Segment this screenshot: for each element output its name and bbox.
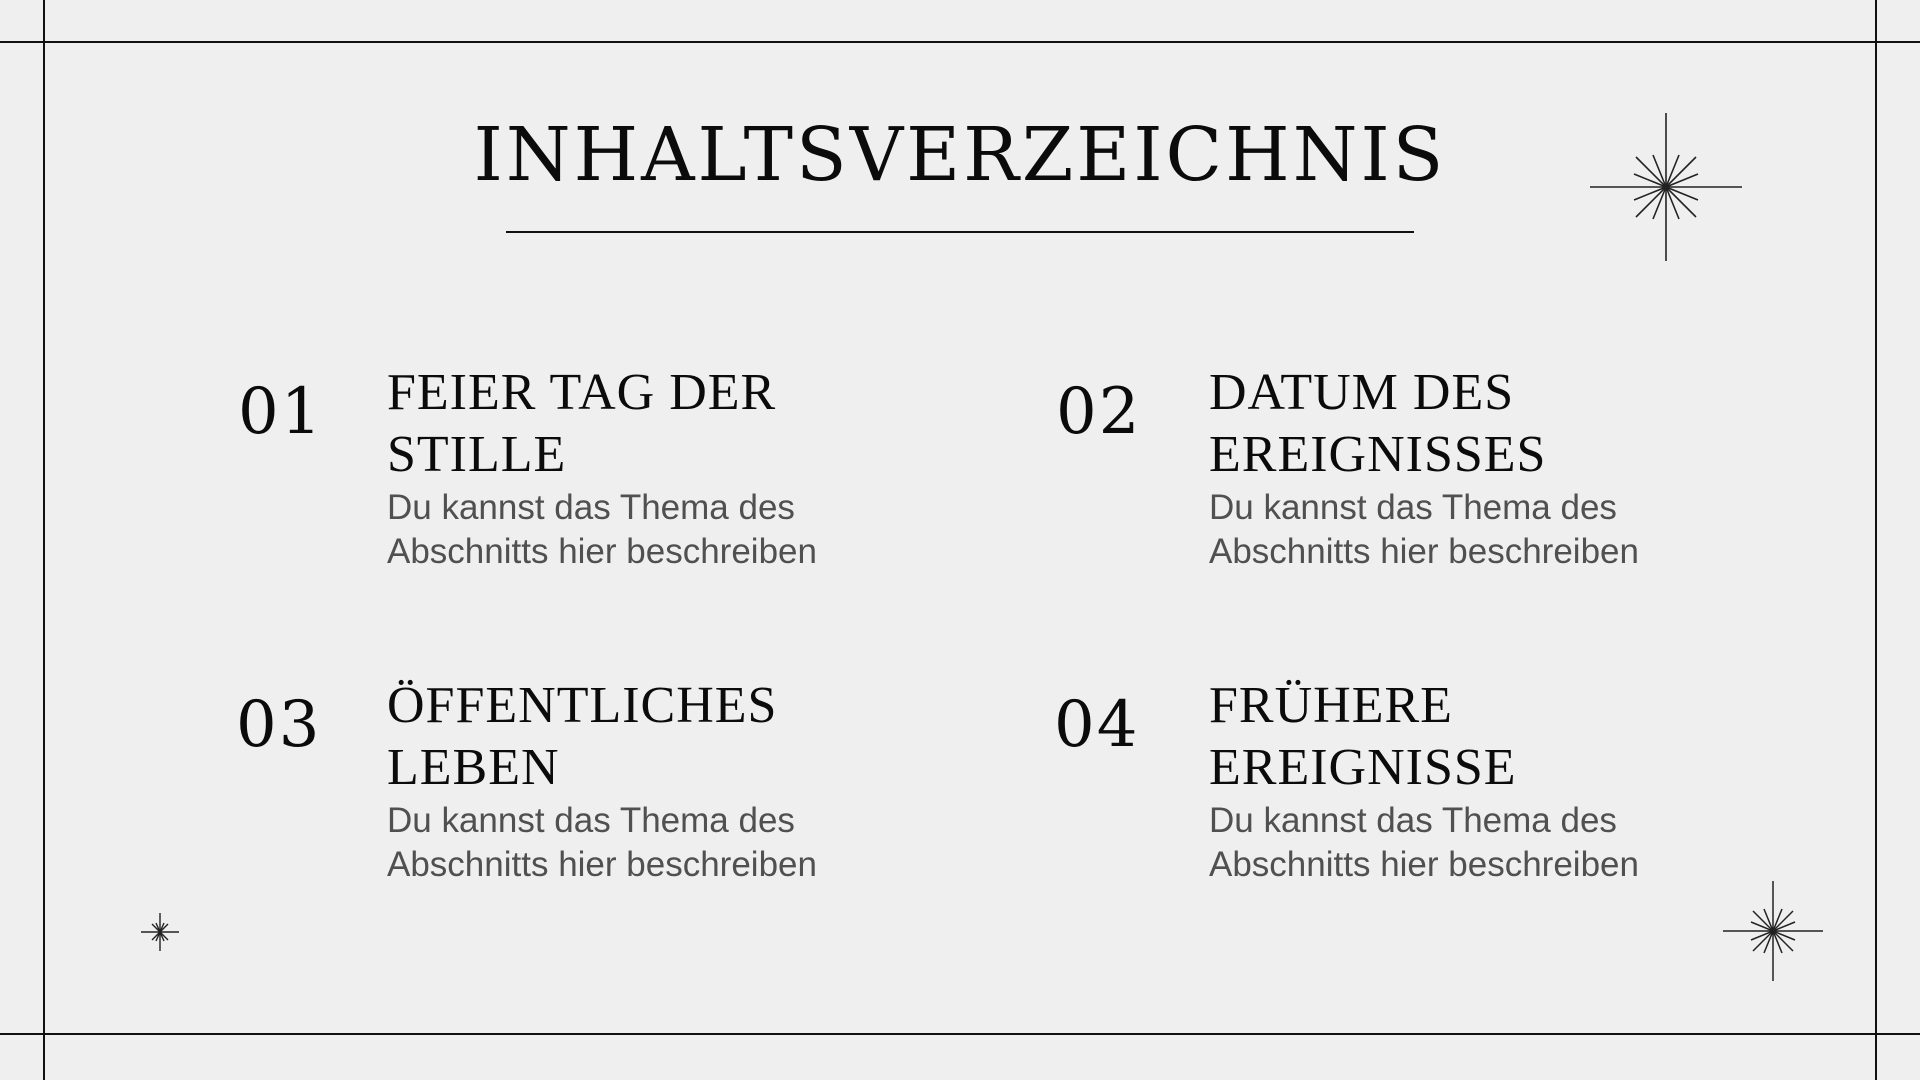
section-heading: DATUM DES EREIGNISSES [1209, 364, 1547, 483]
section-heading: ÖFFENTLICHES LEBEN [387, 677, 778, 796]
toc-item-01[interactable] [238, 362, 878, 602]
sparkle-medium-icon [1722, 880, 1824, 982]
frame-line-top [0, 41, 1920, 43]
frame-line-bottom [0, 1033, 1920, 1035]
sparkle-large-icon [1588, 112, 1744, 262]
page-title: INHALTSVERZEICHNIS [473, 112, 1447, 198]
section-description: Du kannst das Thema des Abschnitts hier beschreiben [1209, 801, 1639, 884]
toc-item-02[interactable] [1056, 362, 1696, 602]
toc-item-03[interactable] [236, 675, 876, 915]
section-number: 02 [1056, 375, 1142, 449]
section-heading: FEIER TAG DER STILLE [387, 364, 777, 483]
section-heading: FRÜHERE EREIGNISSE [1209, 677, 1517, 796]
section-description: Du kannst das Thema des Abschnitts hier beschreiben [1209, 488, 1639, 571]
section-number: 04 [1054, 688, 1140, 762]
section-number: 01 [238, 375, 324, 449]
section-number: 03 [236, 688, 322, 762]
toc-item-04[interactable] [1054, 675, 1694, 915]
section-description: Du kannst das Thema des Abschnitts hier beschreiben [387, 801, 817, 884]
title-underline [506, 231, 1414, 233]
sparkle-small-icon [140, 912, 180, 952]
section-description: Du kannst das Thema des Abschnitts hier beschreiben [387, 488, 817, 571]
